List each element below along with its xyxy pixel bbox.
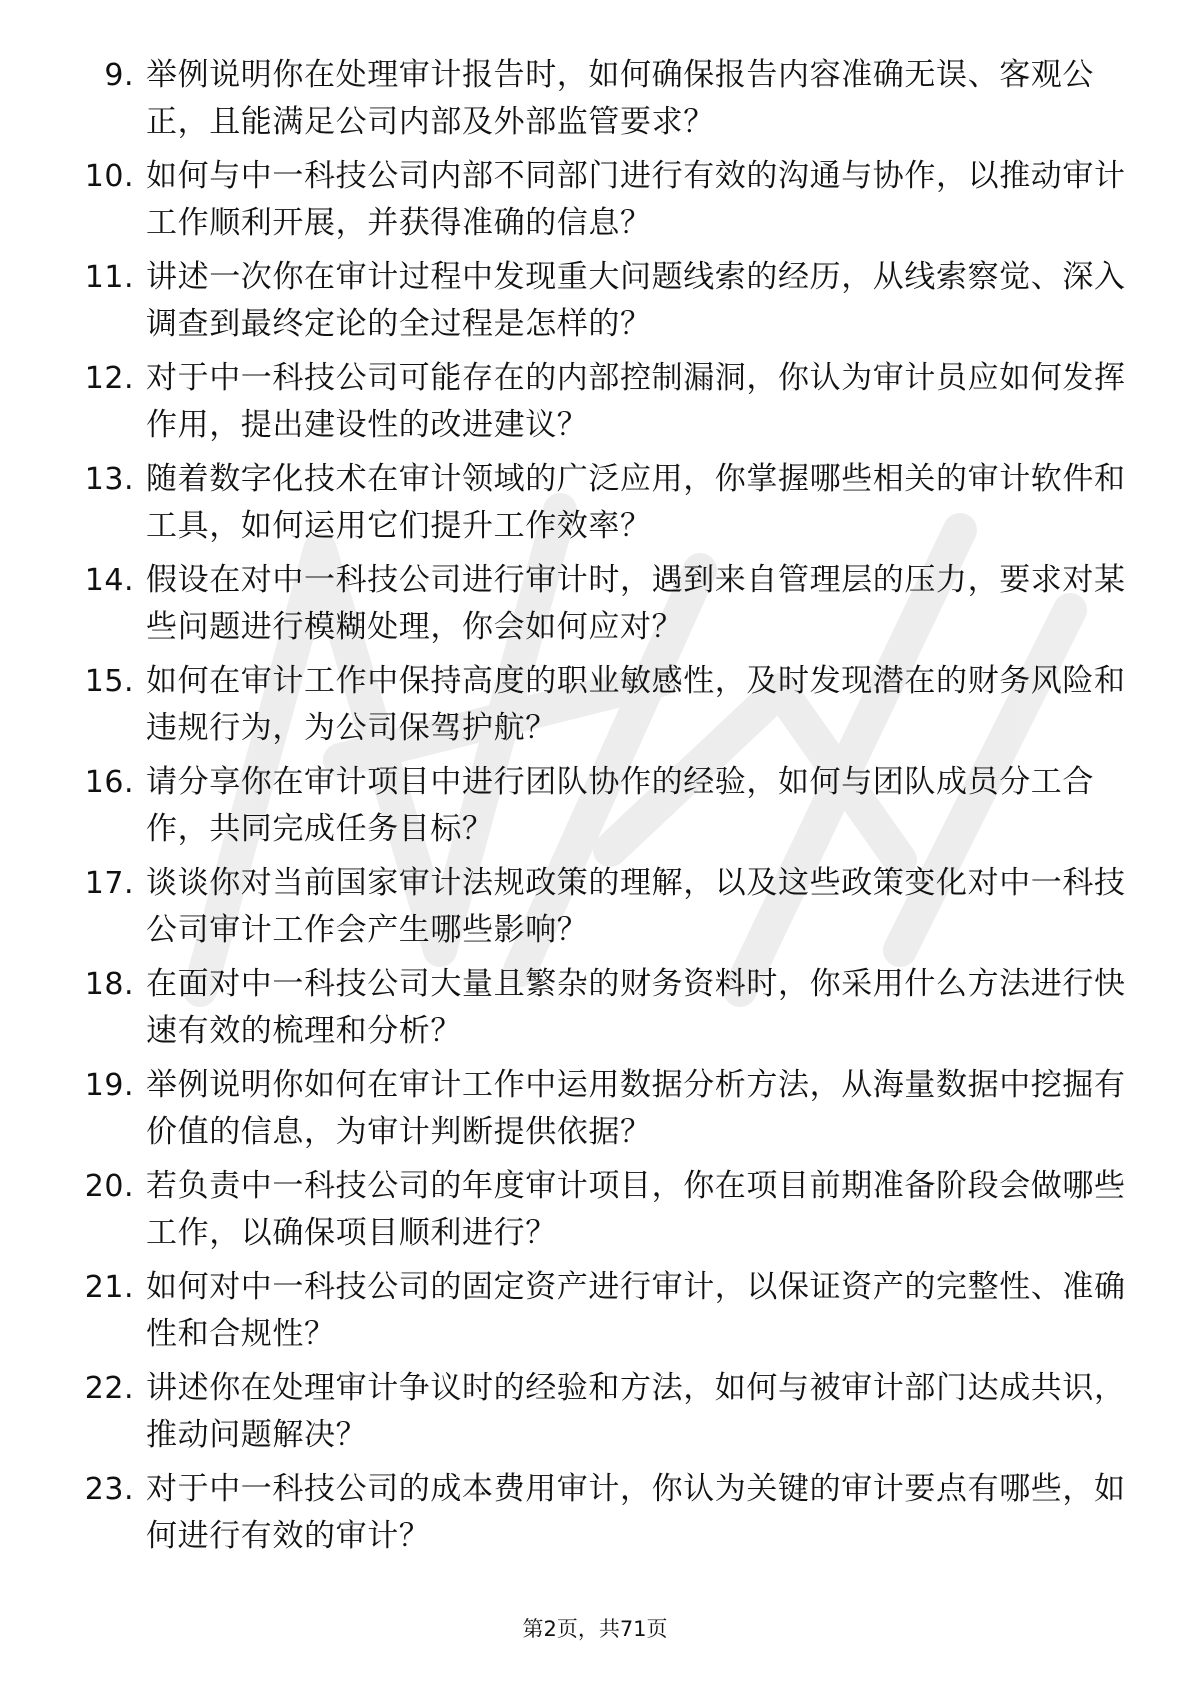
question-item: [0, 254, 1190, 355]
question-number: 14.: [84, 563, 134, 598]
question-item: [0, 557, 1190, 658]
question-text: 谈谈你对当前国家审计法规政策的理解，以及这些政策变化对中一科技公司审计工作会产生哪些影响？: [146, 865, 1126, 948]
question-text: 若负责中一科技公司的年度审计项目，你在项目前期准备阶段会做哪些工作，以确保项目顺利进行？: [146, 1168, 1126, 1251]
question-number: 13.: [84, 462, 134, 497]
question-item: [0, 456, 1190, 557]
question-item: [0, 52, 1190, 153]
question-list: [0, 52, 1190, 1567]
question-number: 15.: [84, 664, 134, 699]
question-number: 19.: [84, 1068, 134, 1103]
question-text: 请分享你在审计项目中进行团队协作的经验，如何与团队成员分工合作，共同完成任务目标？: [146, 764, 1094, 847]
question-item: [0, 1264, 1190, 1365]
question-item: [0, 860, 1190, 961]
question-number: 12.: [84, 361, 134, 396]
question-text: 如何与中一科技公司内部不同部门进行有效的沟通与协作，以推动审计工作顺利开展，并获得准确的信息？: [146, 158, 1126, 241]
question-item: [0, 1062, 1190, 1163]
question-number: 23.: [84, 1472, 134, 1507]
question-number: 10.: [84, 159, 134, 194]
question-item: [0, 658, 1190, 759]
question-text: 举例说明你如何在审计工作中运用数据分析方法，从海量数据中挖掘有价值的信息，为审计判断提供依据？: [146, 1067, 1126, 1150]
question-number: 11.: [84, 260, 134, 295]
question-item: [0, 153, 1190, 254]
question-text: 在面对中一科技公司大量且繁杂的财务资料时，你采用什么方法进行快速有效的梳理和分析？: [146, 966, 1126, 1049]
question-item: [0, 1163, 1190, 1264]
question-number: 21.: [84, 1270, 134, 1305]
question-number: 17.: [84, 866, 134, 901]
question-text: 讲述你在处理审计争议时的经验和方法，如何与被审计部门达成共识，推动问题解决？: [146, 1370, 1126, 1453]
question-text: 假设在对中一科技公司进行审计时，遇到来自管理层的压力，要求对某些问题进行模糊处理，你会如何应对？: [146, 562, 1126, 645]
question-text: 对于中一科技公司的成本费用审计，你认为关键的审计要点有哪些，如何进行有效的审计？: [146, 1471, 1126, 1554]
question-item: [0, 355, 1190, 456]
question-item: [0, 961, 1190, 1062]
question-text: 如何对中一科技公司的固定资产进行审计，以保证资产的完整性、准确性和合规性？: [146, 1269, 1126, 1352]
question-text: 举例说明你在处理审计报告时，如何确保报告内容准确无误、客观公正，且能满足公司内部及外部监管要求？: [146, 57, 1094, 140]
question-number: 20.: [84, 1169, 134, 1204]
question-item: [0, 759, 1190, 860]
question-text: 讲述一次你在审计过程中发现重大问题线索的经历，从线索察觉、深入调查到最终定论的全过程是怎样的？: [146, 259, 1126, 342]
question-number: 9.: [104, 58, 134, 93]
question-number: 16.: [84, 765, 134, 800]
question-number: 18.: [84, 967, 134, 1002]
question-text: 对于中一科技公司可能存在的内部控制漏洞，你认为审计员应如何发挥作用，提出建设性的改进建议？: [146, 360, 1126, 443]
page-number-footer: 第2页，共71页: [522, 1617, 668, 1641]
question-text: 随着数字化技术在审计领域的广泛应用，你掌握哪些相关的审计软件和工具，如何运用它们提升工作效率？: [146, 461, 1126, 544]
question-number: 22.: [84, 1371, 134, 1406]
question-item: [0, 1365, 1190, 1466]
question-text: 如何在审计工作中保持高度的职业敏感性，及时发现潜在的财务风险和违规行为，为公司保驾护航？: [146, 663, 1126, 746]
question-item: [0, 1466, 1190, 1567]
